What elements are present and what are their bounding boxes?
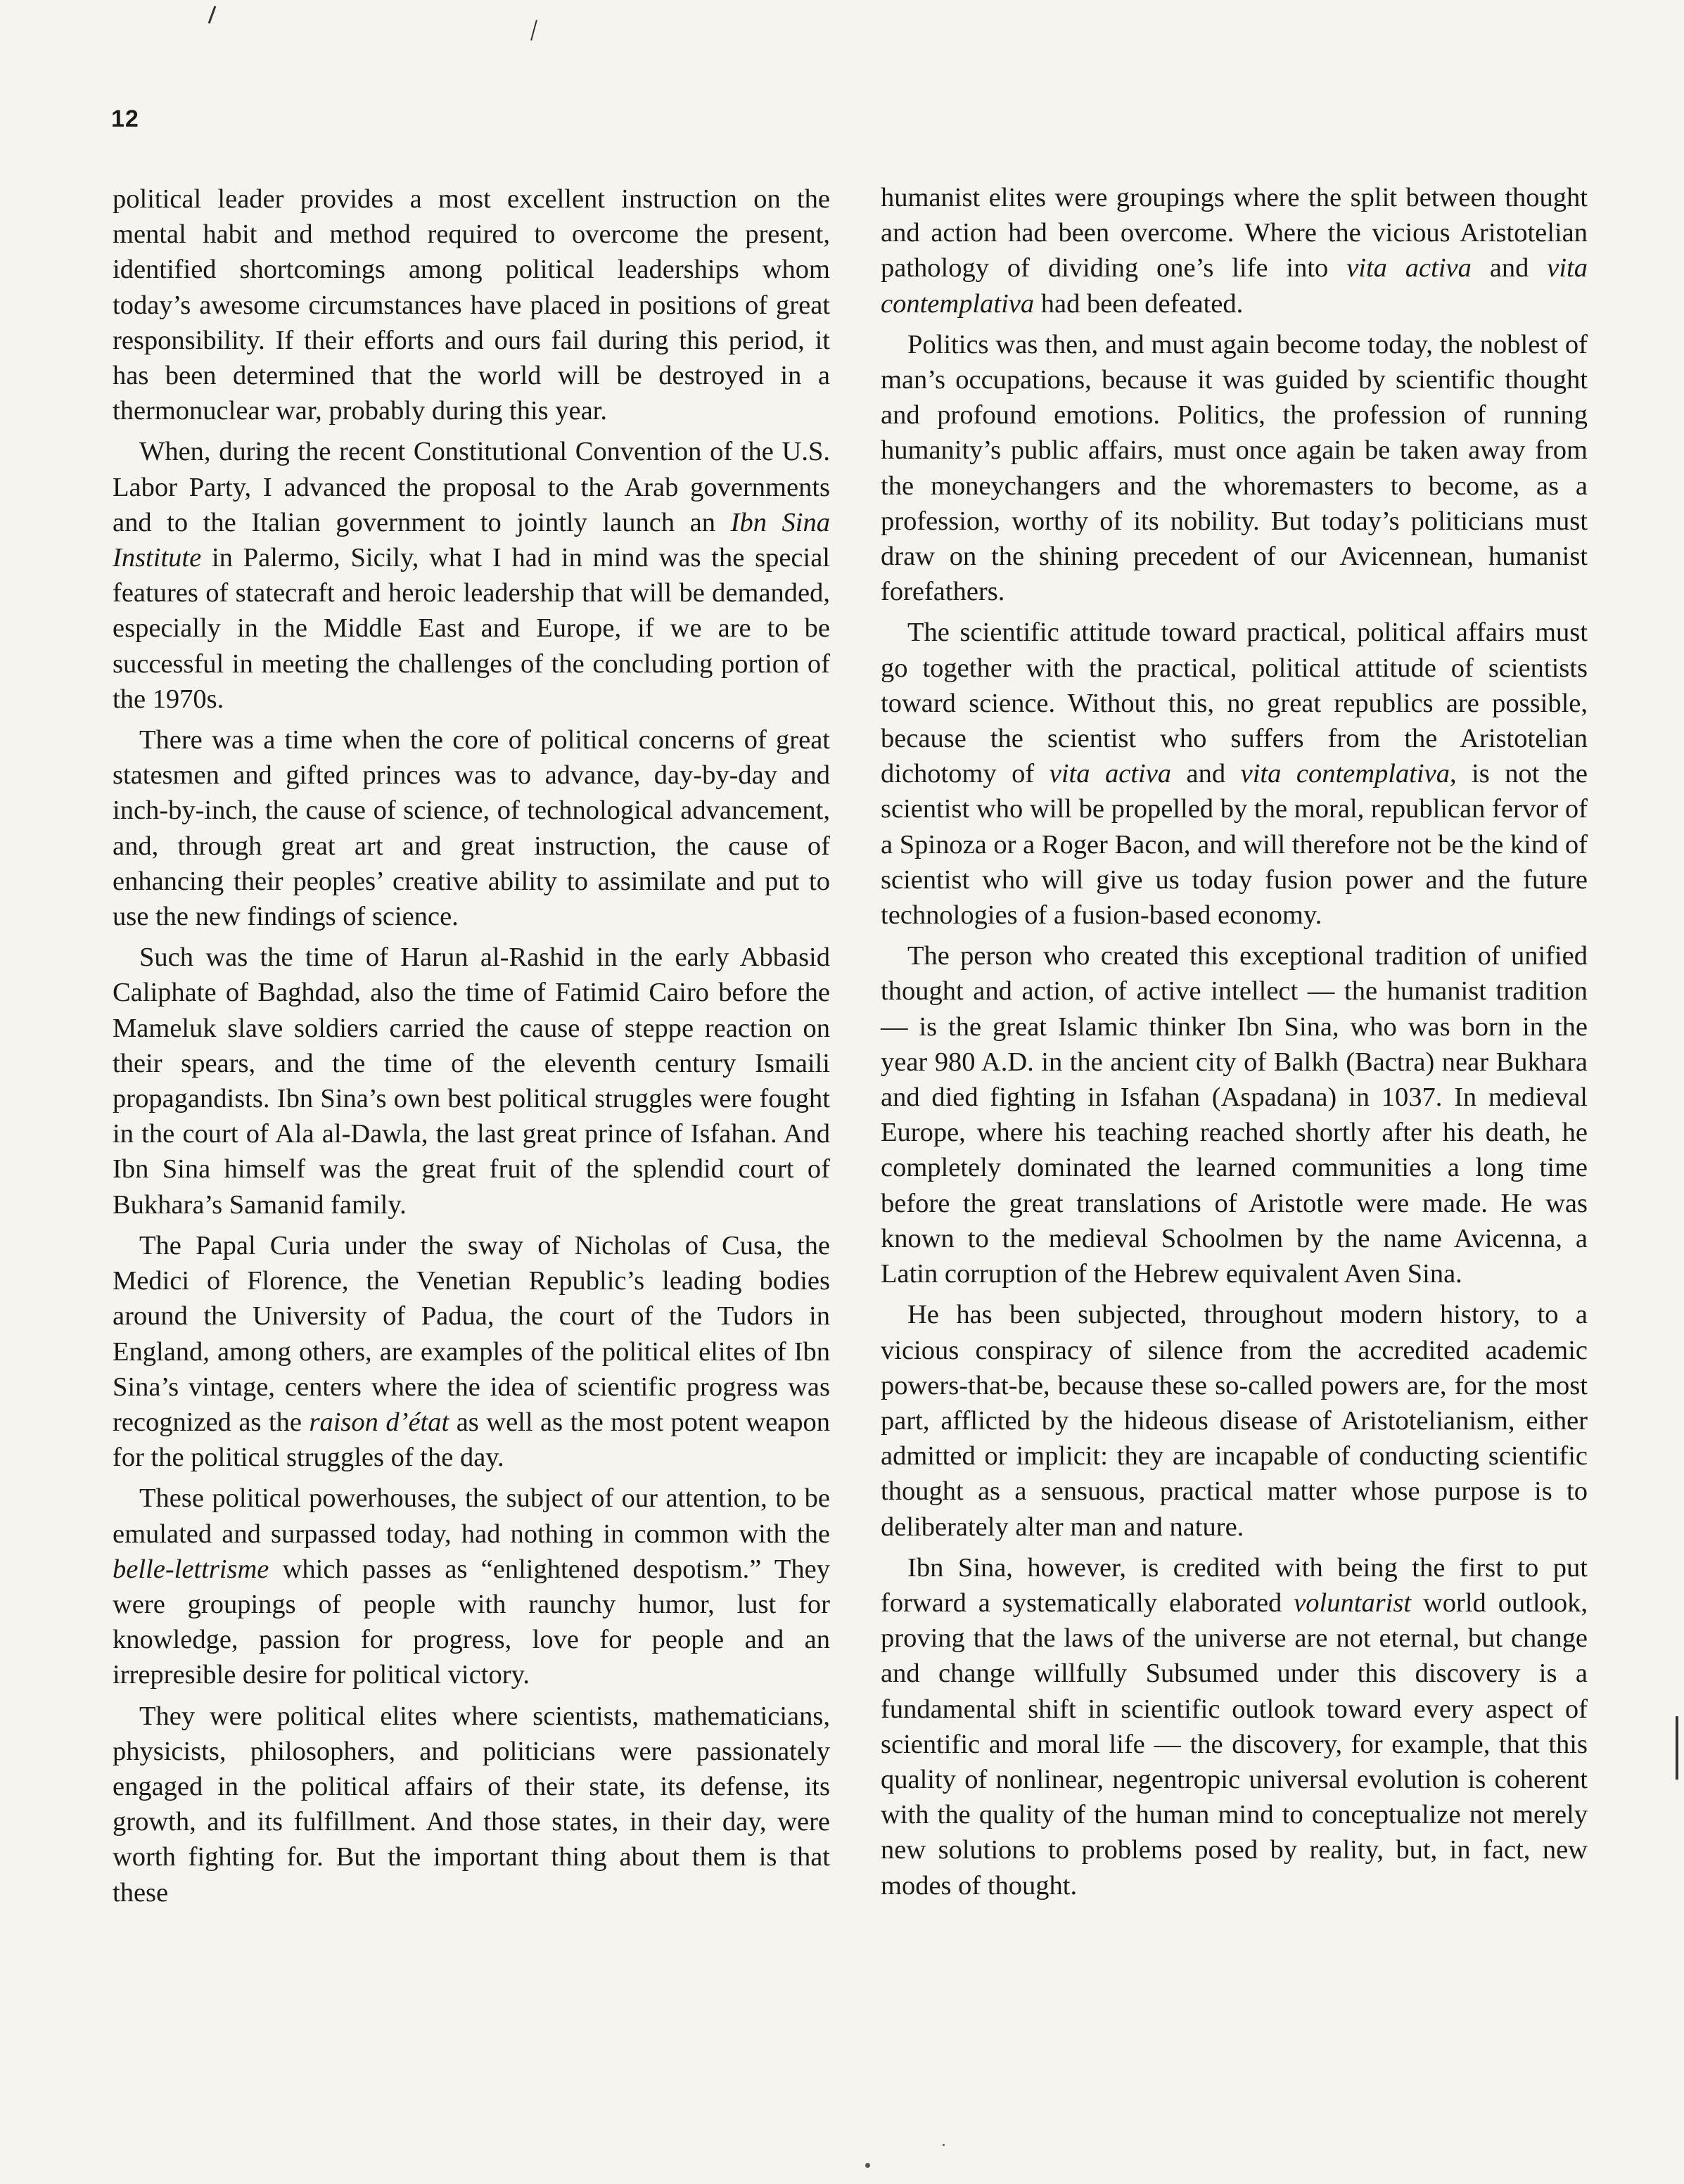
text-run: which passes as “enlightened despotism.” They were groupings of people with raunchy humor, lust for knowledge, passion for progress, love for people and an irrepresible desire for political victory. bbox=[113, 1554, 830, 1690]
text-run: Such was the time of Harun al-Rashid in the early Abbasid Caliphate of Baghdad, also the time of Fatimid Cairo before the Mameluk slave soldiers carried the cause of steppe reaction on their spears, and the time of the eleventh century Ismaili propagandists. Ibn Sina’s own best political struggles were fought in the court of Ala al-Dawla, the last great prince of Isfahan. And Ibn Sina himself was the great fruit of the splendid court of Bukhara’s Samanid family. bbox=[113, 943, 830, 1220]
italic-text: vita activa bbox=[1346, 253, 1472, 283]
text-run: Ibn Sina, however, is credited with being the first to put forward a systematically elaborated bbox=[881, 1552, 1588, 1618]
italic-text: raison d’état bbox=[309, 1407, 449, 1437]
paragraph bbox=[881, 1297, 1588, 1544]
text-run: , is not the scientist who will be propelled by the moral, republican fervor of a Spinoza or a Roger Bacon, and will therefore not be the kind of scientist who will give us today fusion power and the future technologies of a fusion-based economy. bbox=[881, 759, 1588, 931]
text-run: They were political elites where scientists, mathematicians, physicists, philosophers, and politicians were passionately engaged in the political affairs of their state, its defense, its growth, and its fulfillment. And those states, in their day, were worth fighting for. But the important thing about them is that these bbox=[113, 1701, 830, 1908]
italic-text: belle-lettrisme bbox=[113, 1554, 269, 1584]
paragraph bbox=[881, 615, 1588, 933]
paragraph bbox=[113, 940, 830, 1222]
paragraph bbox=[113, 434, 830, 717]
page-number: 12 bbox=[111, 106, 139, 132]
paragraph bbox=[881, 327, 1588, 610]
italic-text: voluntarist bbox=[1294, 1588, 1412, 1618]
paragraph bbox=[881, 1550, 1588, 1903]
text-run: The person who created this exceptional tradition of unified thought and action, of active intellect — the humanist tradition — is the great Islamic thinker Ibn Sina, who was born in the year 980 A.D. in the ancient city of Balkh (Bactra) near Bukhara and died fighting in Isfahan (Aspadana) in 1037. In medieval Europe, where his teaching reached shortly after his death, he completely dominated the learned communities a long time before the great translations of Aristotle were made. He was known to the medieval Schoolmen by the name Avicenna, a Latin corruption of the Hebrew equivalent Aven Sina. bbox=[881, 941, 1588, 1289]
paragraph bbox=[113, 1481, 830, 1692]
text-run: and bbox=[1471, 253, 1548, 283]
italic-text: vita contemplativa bbox=[1240, 759, 1450, 789]
left-column bbox=[113, 181, 830, 1916]
italic-text: Ibn Sina Institute bbox=[113, 507, 830, 573]
paragraph bbox=[113, 1699, 830, 1910]
text-run: Politics was then, and must again become today, the noblest of man’s occupations, because it was guided by scientific thought and profound emotions. Politics, the profession of running humanity’s public affairs, must once again be taken away from the moneychangers and the whoremasters to become, as a profession, worthy of its nobility. But today’s politicians must draw on the shining precedent of our Avicennean, humanist forefathers. bbox=[881, 329, 1588, 607]
text-run: in Palermo, Sicily, what I had in mind was the special features of statecraft and heroic leadership that will be demanded, especially in the Middle East and Europe, if we are to be successful in meeting the challenges of the concluding portion of the 1970s. bbox=[113, 543, 830, 714]
paragraph bbox=[881, 938, 1588, 1291]
scan-speck bbox=[943, 2144, 945, 2146]
text-run: world outlook, proving that the laws of the universe are not eternal, but change and change willfully Subsumed under this discovery is a fundamental shift in scientific outlook toward every aspect of scientific and moral life — the discovery, for example, that this quality of nonlinear, negentropic universal evolution is coherent with the quality of the human mind to conceptualize not merely new solutions to problems posed by reality, but, in fact, new modes of thought. bbox=[881, 1588, 1588, 1901]
text-run: The Papal Curia under the sway of Nicholas of Cusa, the Medici of Florence, the Venetian Republic’s leading bodies around the University of Padua, the court of the Tudors in England, among others, are examples of the political elites of Ibn Sina’s vintage, centers where the idea of scientific progress was recognized as the bbox=[113, 1230, 830, 1437]
italic-text: vita activa bbox=[1049, 759, 1172, 789]
paragraph bbox=[113, 181, 830, 428]
italic-text: vita contemplativa bbox=[881, 253, 1588, 319]
text-run: had been defeated. bbox=[1034, 288, 1244, 319]
scan-mark bbox=[530, 20, 537, 40]
text-run: as well as the most potent weapon for the political struggles of the day. bbox=[113, 1407, 830, 1473]
scan-speck bbox=[865, 2163, 870, 2168]
text-run: These political powerhouses, the subject of our attention, to be emulated and surpassed today, had nothing in common with the bbox=[113, 1483, 830, 1549]
text-run: He has been subjected, throughout modern history, to a vicious conspiracy of silence from the accredited academic powers-that-be, because these so-called powers are, for the most part, afflicted by the hideous disease of Aristotelianism, either admitted or implicit: they are incapable of conducting scientific thought as a sensuous, practical matter whose purpose is to deliberately alter man and nature. bbox=[881, 1300, 1588, 1542]
paragraph bbox=[113, 1228, 830, 1475]
right-column bbox=[881, 180, 1588, 1909]
text-run: humanist elites were groupings where the split between thought and action had been overcome. Where the vicious Aristotelian pathology of dividing one’s life into bbox=[881, 183, 1588, 283]
text-run: political leader provides a most excellent instruction on the mental habit and method required to overcome the present, identified shortcomings among political leaderships whom today’s awesome circumstances have placed in positions of great responsibility. If their efforts and ours fail during this period, it has been determined that the world will be destroyed in a thermonuclear war, probably during this year. bbox=[113, 184, 830, 426]
text-run: and bbox=[1171, 759, 1241, 789]
paragraph bbox=[113, 722, 830, 934]
scan-mark bbox=[208, 6, 217, 23]
scan-mark bbox=[1676, 1716, 1678, 1780]
paragraph bbox=[881, 180, 1588, 321]
text-run: When, during the recent Constitutional Convention of the U.S. Labor Party, I advanced the proposal to the Arab governments and to the Italian government to jointly launch an bbox=[113, 437, 830, 537]
text-run: The scientific attitude toward practical, political affairs must go together with the practical, political attitude of scientists toward science. Without this, no great republics are possible, because the scientist who suffers from the Aristotelian dichotomy of bbox=[881, 618, 1588, 789]
text-run: There was a time when the core of political concerns of great statesmen and gifted princes was to advance, day-by-day and inch-by-inch, the cause of science, of technological advancement, and, through great art and great instruction, the cause of enhancing their peoples’ creative ability to assimilate and put to use the new findings of science. bbox=[113, 725, 830, 932]
